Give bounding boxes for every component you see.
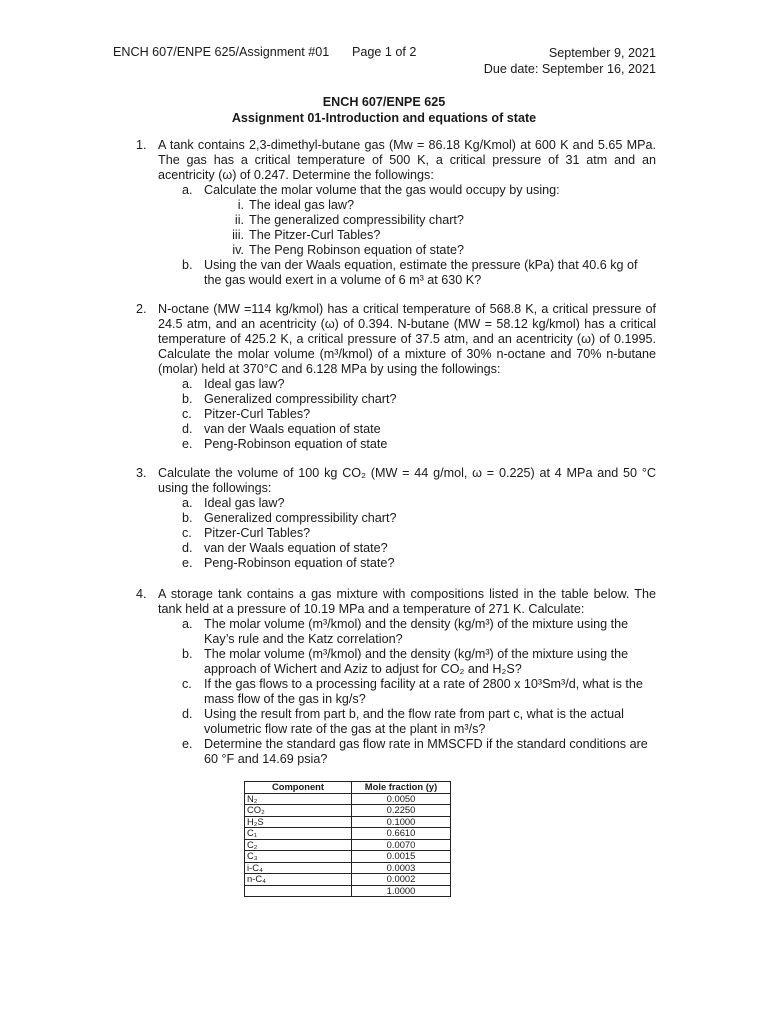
list-item bbox=[136, 422, 656, 437]
list-item bbox=[136, 407, 656, 422]
list-item bbox=[136, 228, 656, 243]
mole-fraction-cell: 0.0070 bbox=[352, 839, 451, 851]
item-text: Generalized compressibility chart? bbox=[204, 392, 397, 406]
table-total-row bbox=[245, 885, 451, 897]
question-number: 2. bbox=[136, 302, 147, 316]
item-text: Peng-Robinson equation of state bbox=[204, 437, 388, 451]
question-text: N-octane (MW =114 kg/kmol) has a critical temperature of 568.8 K, a critical pressure of 24.5 atm, and an acentricity (ω) of 0.394. N-butane (MW = 58.12 kg/kmol) has a critical temperature of 425.2 K, a critical pressure of 37.5 atm, and an acentricity (ω) of 0.1995. Calculate the molar volume (m³/kmol) of a mixture of 30% n-octane and 70% n-butane (molar) held at 370°C and 6.128 MPa by using the followings: bbox=[158, 302, 656, 376]
table-row bbox=[245, 874, 451, 886]
document-subtitle: Assignment 01-Introduction and equations of state bbox=[231, 111, 537, 125]
item-text: van der Waals equation of state bbox=[204, 422, 381, 436]
item-label: b. bbox=[182, 511, 193, 525]
mole-fraction-cell: 0.2250 bbox=[352, 805, 451, 817]
question-parts bbox=[136, 496, 656, 571]
item-label: e. bbox=[182, 437, 193, 451]
item-label: e. bbox=[182, 737, 193, 751]
question-3 bbox=[136, 466, 656, 571]
component-cell bbox=[245, 885, 352, 897]
item-text: Using the result from part b, and the flow rate from part c, what is the actual volumetric flow rate of the gas at the plant in m³/s? bbox=[204, 707, 624, 736]
question-parts bbox=[136, 617, 656, 767]
item-label: c. bbox=[182, 526, 192, 540]
list-item bbox=[136, 556, 656, 571]
item-text: The ideal gas law? bbox=[249, 198, 355, 212]
composition-table bbox=[244, 781, 451, 897]
table-row bbox=[245, 839, 451, 851]
component-cell: n-C₄ bbox=[245, 874, 352, 886]
item-label: b. bbox=[182, 392, 193, 406]
item-label: ii. bbox=[234, 213, 244, 227]
list-item bbox=[136, 213, 656, 228]
item-label: e. bbox=[182, 556, 193, 570]
item-label: i. bbox=[237, 198, 244, 212]
item-label: a. bbox=[182, 377, 193, 391]
table-row bbox=[245, 828, 451, 840]
mole-fraction-cell: 0.0003 bbox=[352, 862, 451, 874]
question-text: A tank contains 2,3-dimethyl-butane gas (Mw = 86.18 Kg/Kmol) at 600 K and 5.65 MPa. The gas has a critical temperature of 500 K, a critical pressure of 31 atm and an acentricity (ω) of 0.247. Determine the followings: bbox=[158, 138, 656, 182]
mole-fraction-cell: 0.0050 bbox=[352, 793, 451, 805]
component-cell: i-C₄ bbox=[245, 862, 352, 874]
component-cell: N₂ bbox=[245, 793, 352, 805]
item-text: The generalized compressibility chart? bbox=[249, 213, 464, 227]
item-label: b. bbox=[182, 647, 193, 661]
item-text: Using the van der Waals equation, estimate the pressure (kPa) that 40.6 kg of the gas would exert in a volume of 6 m³ at 630 K? bbox=[204, 258, 638, 287]
question-parts bbox=[136, 183, 656, 198]
list-item bbox=[136, 258, 656, 288]
list-item bbox=[136, 511, 656, 526]
item-text: The Pitzer-Curl Tables? bbox=[249, 228, 381, 242]
list-item bbox=[136, 437, 656, 452]
item-text: Ideal gas law? bbox=[204, 496, 285, 510]
total-cell: 1.0000 bbox=[352, 885, 451, 897]
item-label: d. bbox=[182, 541, 193, 555]
item-text: Pitzer-Curl Tables? bbox=[204, 407, 311, 421]
sub-items bbox=[136, 198, 656, 258]
list-item bbox=[136, 392, 656, 407]
question-2 bbox=[136, 302, 656, 452]
question-parts bbox=[136, 258, 656, 288]
question-parts bbox=[136, 377, 656, 452]
item-label: c. bbox=[182, 407, 192, 421]
table-row bbox=[245, 805, 451, 817]
item-label: iii. bbox=[232, 228, 244, 242]
question-text: A storage tank contains a gas mixture with compositions listed in the table below. The tank held at a pressure of 10.19 MPa and a temperature of 271 K. Calculate: bbox=[158, 587, 656, 616]
document-title: ENCH 607/ENPE 625 bbox=[322, 95, 446, 109]
mole-fraction-cell: 0.1000 bbox=[352, 816, 451, 828]
list-item bbox=[136, 526, 656, 541]
item-text: van der Waals equation of state? bbox=[204, 541, 388, 555]
item-text: The molar volume (m³/kmol) and the density (kg/m³) of the mixture using the Kay’s rule and the Katz correlation? bbox=[204, 617, 629, 646]
question-number: 1. bbox=[136, 138, 147, 152]
item-label: b. bbox=[182, 258, 193, 272]
table-row bbox=[245, 862, 451, 874]
item-text: The molar volume (m³/kmol) and the density (kg/m³) of the mixture using the approach of Wichert and Aziz to adjust for CO₂ and H₂S? bbox=[204, 647, 629, 676]
question-number: 4. bbox=[136, 587, 147, 601]
item-text: Determine the standard gas flow rate in MMSCFD if the standard conditions are 60 °F and 14.69 psia? bbox=[204, 737, 648, 766]
component-cell: CO₂ bbox=[245, 805, 352, 817]
page-number: Page 1 of 2 bbox=[352, 45, 417, 59]
mole-fraction-cell: 0.0002 bbox=[352, 874, 451, 886]
item-text: The Peng Robinson equation of state? bbox=[249, 243, 464, 257]
item-text: If the gas flows to a processing facility at a rate of 2800 x 10³Sm³/d, what is the mass flow of the gas in kg/s? bbox=[204, 677, 643, 706]
item-text: Peng-Robinson equation of state? bbox=[204, 556, 395, 570]
component-cell: C₁ bbox=[245, 828, 352, 840]
list-item bbox=[136, 183, 656, 198]
table-row bbox=[245, 793, 451, 805]
item-label: d. bbox=[182, 707, 193, 721]
item-text: Generalized compressibility chart? bbox=[204, 511, 397, 525]
list-item bbox=[136, 677, 656, 707]
list-item bbox=[136, 496, 656, 511]
list-item bbox=[136, 737, 656, 767]
issue-date: September 9, 2021 bbox=[548, 46, 656, 60]
table-row bbox=[245, 851, 451, 863]
item-label: a. bbox=[182, 496, 193, 510]
question-4 bbox=[136, 587, 656, 767]
list-item bbox=[136, 198, 656, 213]
table-header-row bbox=[245, 782, 451, 794]
mole-fraction-cell: 0.0015 bbox=[352, 851, 451, 863]
table-row bbox=[245, 816, 451, 828]
question-1 bbox=[136, 138, 656, 288]
item-label: iv. bbox=[232, 243, 244, 257]
question-text: Calculate the volume of 100 kg CO₂ (MW = 44 g/mol, ω = 0.225) at 4 MPa and 50 °C using the followings: bbox=[158, 466, 656, 495]
item-label: c. bbox=[182, 677, 192, 691]
list-item bbox=[136, 541, 656, 556]
list-item bbox=[136, 377, 656, 392]
item-text: Pitzer-Curl Tables? bbox=[204, 526, 311, 540]
course-label: ENCH 607/ENPE 625/Assignment #01 bbox=[113, 45, 330, 59]
component-cell: C₂ bbox=[245, 839, 352, 851]
component-cell: H₂S bbox=[245, 816, 352, 828]
column-header: Component bbox=[245, 782, 352, 794]
list-item bbox=[136, 617, 656, 647]
item-text: Calculate the molar volume that the gas would occupy by using: bbox=[204, 183, 560, 197]
item-label: a. bbox=[182, 183, 193, 197]
item-label: a. bbox=[182, 617, 193, 631]
list-item bbox=[136, 707, 656, 737]
list-item bbox=[136, 243, 656, 258]
component-cell: C₃ bbox=[245, 851, 352, 863]
list-item bbox=[136, 647, 656, 677]
column-header: Mole fraction (y) bbox=[352, 782, 451, 794]
question-number: 3. bbox=[136, 466, 147, 480]
due-date: Due date: September 16, 2021 bbox=[483, 62, 656, 76]
item-text: Ideal gas law? bbox=[204, 377, 285, 391]
mole-fraction-cell: 0.6610 bbox=[352, 828, 451, 840]
header-dates bbox=[484, 45, 656, 77]
item-label: d. bbox=[182, 422, 193, 436]
